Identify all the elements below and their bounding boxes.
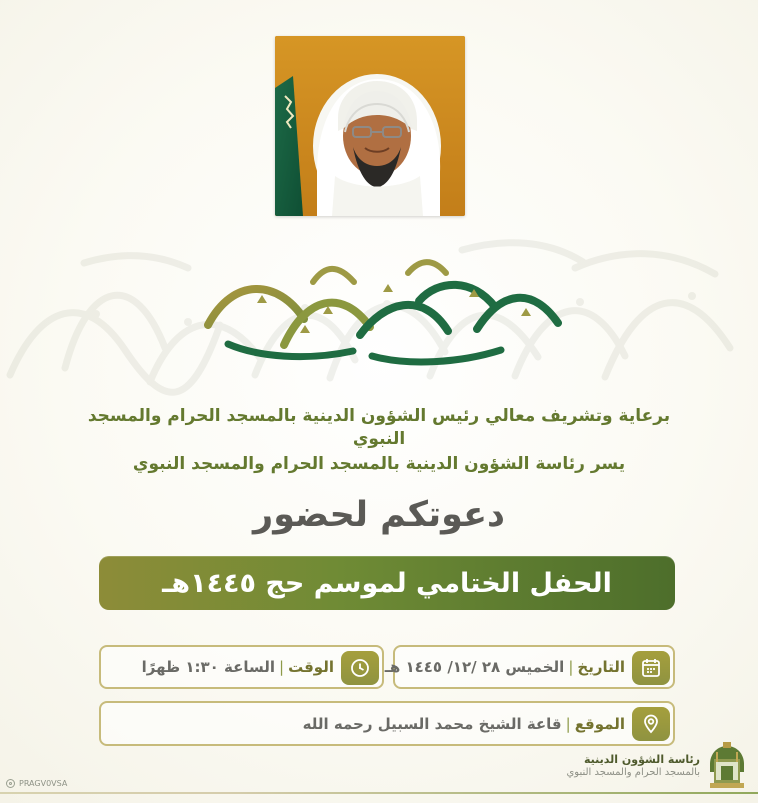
date-value: الخميس ٢٨ /١٢/ ١٤٤٥ هـ — [384, 658, 565, 676]
date-label: التاريخ — [577, 658, 625, 676]
time-info — [111, 647, 334, 687]
invitation-callout: دعوتكم لحضور — [253, 495, 505, 535]
time-label: الوقت — [288, 658, 334, 676]
social-handle — [6, 779, 67, 788]
invitation-intro — [72, 405, 686, 476]
location-value: قاعة الشيخ محمد السبيل رحمه الله — [302, 714, 562, 733]
invitation-title-text — [188, 255, 578, 380]
location-separator: | — [565, 714, 571, 733]
time-card — [99, 645, 384, 689]
invitation-line-1: برعاية وتشريف معالي رئيس الشؤون الدينية بالمسجد الحرام والمسجد النبوي — [87, 406, 671, 449]
event-title: الحفل الختامي لموسم حج ١٤٤٥هـ — [162, 567, 612, 599]
organization-name-line-1: رئاسة الشؤون الدينية — [584, 753, 700, 766]
speaker-photo — [275, 36, 465, 216]
location-pin-icon — [632, 707, 670, 741]
event-banner — [99, 556, 675, 610]
mosque-logo-icon — [706, 742, 748, 794]
social-handle-text: PRAGV0VSA — [19, 779, 68, 788]
time-value: الساعة ١:٣٠ ظهرًا — [141, 658, 276, 676]
time-separator: | — [279, 658, 285, 676]
clock-icon — [341, 651, 379, 685]
organization-name-line-2: بالمسجد الحرام والمسجد النبوي — [566, 766, 700, 778]
organization-brand-text — [566, 754, 700, 778]
organization-brand — [548, 742, 748, 794]
location-info — [111, 703, 625, 744]
date-separator: | — [568, 658, 574, 676]
invitation-title — [188, 255, 578, 380]
location-label: الموقع — [574, 714, 625, 733]
footer-divider — [0, 792, 758, 794]
invitation-line-2: يسر رئاسة الشؤون الدينية بالمسجد الحرام والمسجد النبوي — [132, 453, 626, 474]
date-info — [384, 647, 625, 687]
instagram-icon — [6, 779, 15, 788]
date-card — [384, 645, 675, 689]
calendar-icon — [632, 651, 670, 685]
location-card — [99, 701, 675, 746]
